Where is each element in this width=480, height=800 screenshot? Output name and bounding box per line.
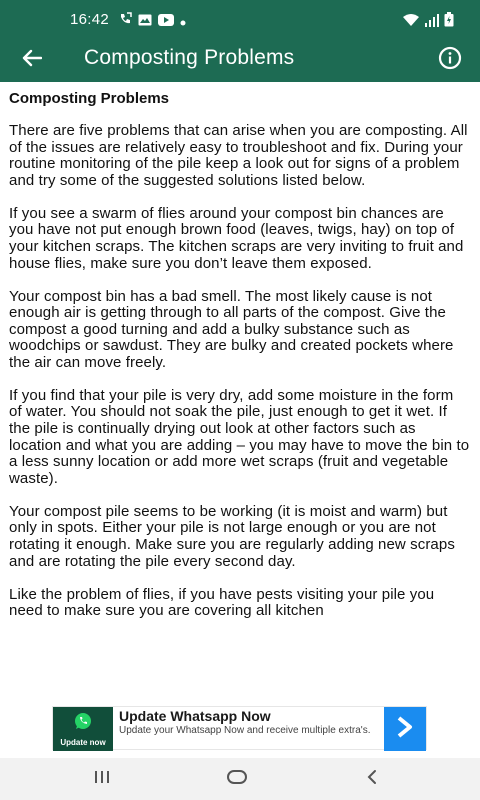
- status-time: 16:42: [70, 11, 110, 28]
- signal-icon: [424, 13, 440, 32]
- system-nav-bar: [0, 758, 480, 800]
- article-title: Composting Problems: [9, 90, 170, 107]
- status-notification-icons: [118, 12, 186, 31]
- article-paragraph: Your compost pile seems to be working (it is moist and warm) but only in spots. Either your pile is not large enough or you are not rotating it enough. Make sure you are regularly adding new scraps and are rotating the pile every second day.: [9, 502, 455, 570]
- article-paragraph: There are five problems that can arise when you are composting. All of the issues are relatively easy to troubleshoot and fix. During your routine monitoring of the pile keep a look out for signs of a problem and try some of the suggested solutions listed below.: [9, 122, 468, 189]
- ad-area: [0, 694, 480, 758]
- article-paragraph: Like the problem of flies, if you have pests visiting your pile you need to make sure you are covering all kitchen: [9, 585, 435, 620]
- ad-texts: [113, 707, 384, 749]
- status-system-icons: [402, 12, 454, 32]
- image-icon: [138, 13, 152, 31]
- call-forward-icon: [118, 12, 132, 31]
- article-content[interactable]: [0, 82, 480, 694]
- nav-back-button[interactable]: [352, 766, 392, 792]
- recents-icon: [93, 769, 111, 790]
- home-button[interactable]: [217, 766, 257, 792]
- back-icon: [365, 769, 379, 790]
- article-paragraph: Your compost bin has a bad smell. The most likely cause is not enough air is getting through to all parts of the compost. Give the compost a good turning and add a bulky substance such as woodchips or sawdust. They are bulky and created pockets where the air can move freely.: [9, 287, 454, 371]
- info-button[interactable]: [434, 44, 466, 76]
- ad-thumb-label: Update now: [60, 738, 106, 747]
- wifi-icon: [402, 13, 420, 32]
- article-paragraph: If you find that your pile is very dry, add some moisture in the form of water. You should not soak the pile, just enough to get it wet. If the pile is continually drying out look at other factors such as location and what you are adding – you may have to move the bin to a less sunny location or add more wet scraps (fruit and vegetable waste).: [9, 386, 470, 487]
- chevron-right-icon: [395, 715, 415, 744]
- ad-title: Update Whatsapp Now: [119, 708, 271, 724]
- dot-icon: [180, 13, 186, 31]
- back-arrow-icon: [22, 49, 42, 72]
- whatsapp-icon: [73, 711, 93, 736]
- status-bar: [0, 0, 480, 38]
- ad-description: Update your Whatsapp Now and receive multiple extra's.: [119, 725, 371, 736]
- article-paragraph: If you see a swarm of flies around your compost bin chances are you have not put enough brown food (leaves, twigs, hay) on top of your kitchen scraps. The kitchen scraps are very inviting to fruit and house flies, make sure you don’t leave them exposed.: [9, 204, 464, 272]
- battery-icon: [444, 12, 454, 32]
- page-title: Composting Problems: [84, 46, 295, 69]
- ad-cta-button[interactable]: [384, 707, 426, 751]
- ad-banner[interactable]: [52, 706, 427, 750]
- ad-thumbnail: [53, 707, 113, 751]
- youtube-icon: [158, 13, 174, 31]
- info-icon: [438, 46, 462, 75]
- recents-button[interactable]: [82, 766, 122, 792]
- home-icon: [226, 769, 248, 790]
- app-bar: [0, 38, 480, 82]
- back-button[interactable]: [14, 44, 50, 76]
